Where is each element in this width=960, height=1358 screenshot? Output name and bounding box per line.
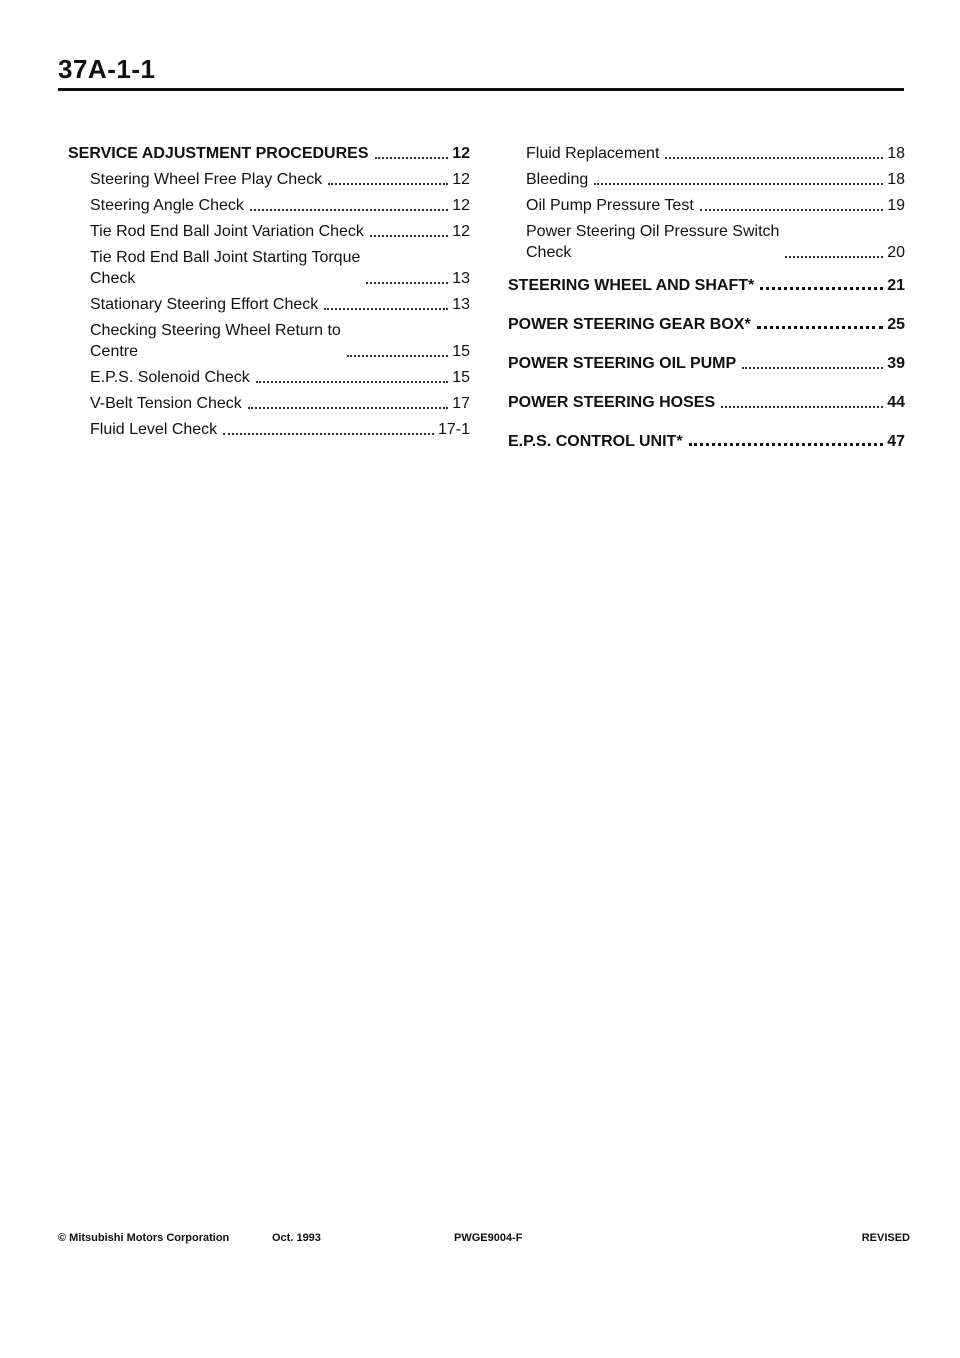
toc-entry-title: Oil Pump Pressure Test (526, 197, 694, 214)
toc-entry-page: 39 (887, 355, 905, 372)
toc-entry-page: 13 (452, 296, 470, 313)
toc-entry[interactable] (508, 314, 905, 335)
dot-leader (250, 208, 448, 211)
dot-leader (347, 354, 448, 357)
toc-entry-page: 19 (887, 197, 905, 214)
toc-entry-title: Steering Wheel Free Play Check (90, 171, 323, 188)
footer-revision-status: REVISED (861, 1232, 910, 1244)
toc-entry[interactable] (68, 169, 470, 190)
toc-entry-title: Fluid Replacement (526, 145, 660, 162)
toc-entry-page: 15 (452, 369, 470, 386)
toc-entry-title: Steering Angle Check (90, 197, 244, 214)
toc-entry-page: 47 (887, 433, 905, 450)
toc-entry[interactable] (68, 419, 470, 440)
toc-entry-page: 18 (887, 171, 905, 188)
toc-entry-title (526, 221, 779, 263)
toc-entry-page: 44 (887, 394, 905, 411)
dot-leader (689, 442, 883, 446)
toc-entry[interactable] (68, 294, 470, 315)
toc-entry-page: 25 (887, 316, 905, 333)
dot-leader (370, 234, 448, 237)
dot-leader (594, 182, 883, 185)
toc-entry-page: 12 (452, 145, 470, 162)
toc-entry-title: SERVICE ADJUSTMENT PROCEDURES (68, 145, 369, 162)
toc-entry[interactable] (508, 221, 905, 263)
dot-leader (665, 156, 883, 159)
toc-entry-page: 13 (452, 270, 470, 287)
toc-left-column (68, 143, 470, 445)
footer-copyright: © Mitsubishi Motors Corporation (58, 1232, 230, 1244)
page-footer (58, 1232, 910, 1252)
toc-entry-page: 12 (452, 223, 470, 240)
toc-entry[interactable] (68, 367, 470, 388)
toc-entry-title: Stationary Steering Effort Check (90, 296, 319, 313)
toc-right-column (508, 143, 905, 470)
toc-entry-page: 15 (452, 343, 470, 360)
dot-leader (757, 325, 883, 329)
toc-entry-page: 12 (452, 171, 470, 188)
page-number: 37A-1-1 (58, 54, 156, 84)
toc-entry-title: POWER STEERING OIL PUMP (508, 355, 737, 372)
toc-entry[interactable] (508, 275, 905, 296)
toc-entry[interactable] (68, 221, 470, 242)
dot-leader (366, 281, 448, 284)
toc-entry-title: Fluid Level Check (90, 421, 218, 438)
toc-entry-title: Tie Rod End Ball Joint Variation Check (90, 223, 364, 240)
dot-leader (760, 286, 883, 290)
toc-entry[interactable] (508, 353, 905, 374)
footer-date: Oct. 1993 (272, 1232, 321, 1244)
toc-entry-page: 17 (452, 395, 470, 412)
toc-entry-page: 12 (452, 197, 470, 214)
toc-entry-title (90, 247, 360, 289)
toc-entry-page: 21 (887, 277, 905, 294)
dot-leader (256, 380, 448, 383)
toc-entry-title: E.P.S. Solenoid Check (90, 369, 250, 386)
toc-entry-title: POWER STEERING HOSES (508, 394, 716, 411)
toc-entry-title: V-Belt Tension Check (90, 395, 242, 412)
toc-entry[interactable] (68, 320, 470, 362)
page-header (58, 52, 904, 91)
toc-entry-title-line2: Check (90, 270, 136, 287)
toc-entry-title: Bleeding (526, 171, 589, 188)
dot-leader (700, 208, 883, 211)
footer-document-code: PWGE9004-F (454, 1232, 523, 1244)
toc-entry[interactable] (508, 143, 905, 164)
dot-leader (324, 307, 448, 310)
dot-leader (785, 255, 883, 258)
toc-entry-title-line2: Centre (90, 343, 139, 360)
dot-leader (223, 432, 434, 435)
toc-entry-title: STEERING WHEEL AND SHAFT* (508, 277, 755, 294)
toc-entry-page: 18 (887, 145, 905, 162)
toc-entry[interactable] (508, 431, 905, 452)
toc-entry-title-line1: Tie Rod End Ball Joint Starting Torque (90, 249, 361, 266)
dot-leader (248, 406, 448, 409)
toc-entry-title: E.P.S. CONTROL UNIT* (508, 433, 683, 450)
toc-entry[interactable] (508, 195, 905, 216)
toc-entry[interactable] (68, 247, 470, 289)
toc-entry[interactable] (68, 143, 470, 164)
toc-entry-title-line1: Checking Steering Wheel Return to (90, 322, 341, 339)
toc-entry[interactable] (508, 169, 905, 190)
dot-leader (742, 366, 883, 369)
toc-entry-title (90, 320, 341, 362)
toc-entry-title-line1: Power Steering Oil Pressure Switch (526, 223, 780, 240)
toc-entry-page: 17-1 (437, 421, 470, 438)
toc-entry[interactable] (508, 392, 905, 413)
toc-entry[interactable] (68, 393, 470, 414)
toc-entry-page: 20 (887, 244, 905, 261)
toc-entry[interactable] (68, 195, 470, 216)
toc-entry-title-line2: Check (526, 244, 572, 261)
toc-entry-title: POWER STEERING GEAR BOX* (508, 316, 751, 333)
dot-leader (328, 182, 448, 185)
dot-leader (721, 405, 883, 408)
dot-leader (375, 156, 449, 159)
